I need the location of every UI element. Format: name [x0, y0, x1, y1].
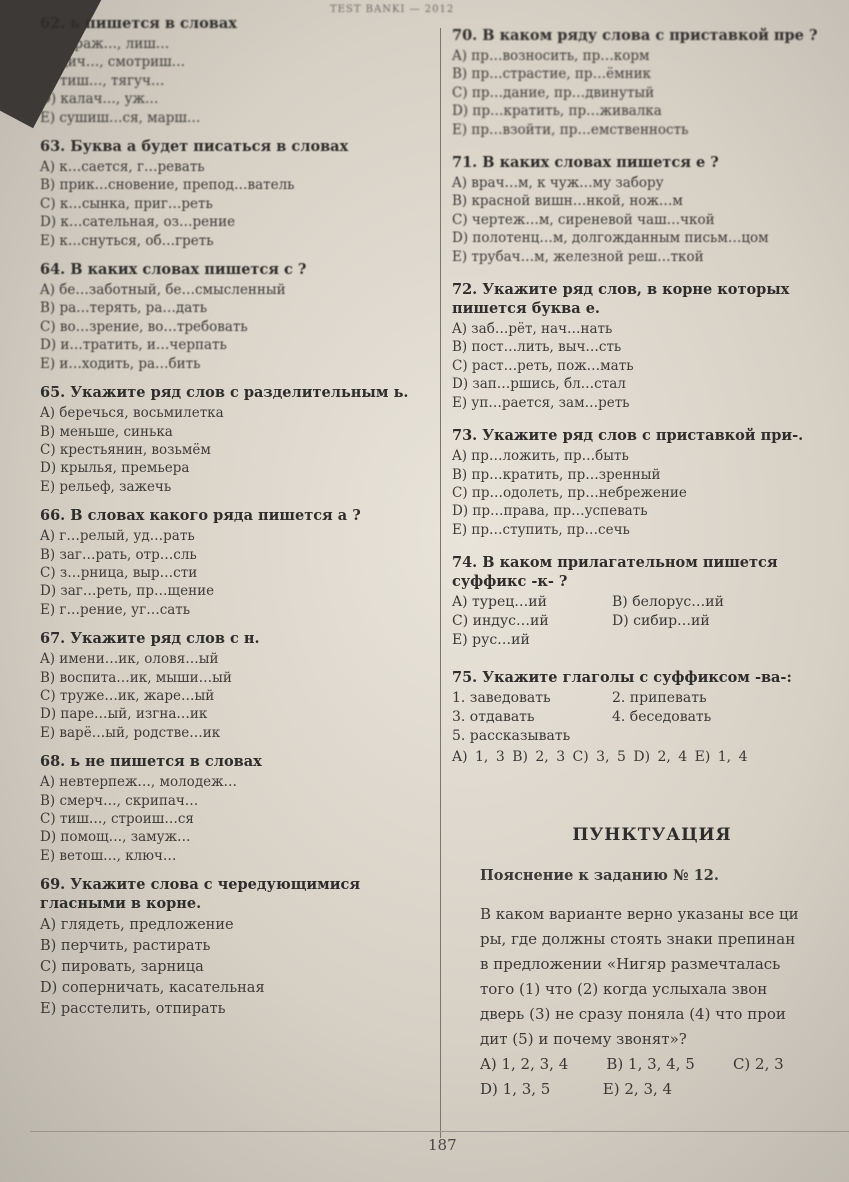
- items-grid: [452, 689, 849, 746]
- option-e: E) ветош…, ключ…: [40, 847, 177, 864]
- option-d: D) калач…, уж…: [40, 91, 159, 108]
- passage-line-1: В каком варианте верно указаны все ци: [480, 905, 799, 924]
- page-number: 187: [428, 1136, 457, 1154]
- option-d: D) сибир…ий: [612, 613, 710, 630]
- option-e: E) трубач…м, железной реш…ткой: [452, 248, 704, 265]
- task-title: 70. В каком ряду слова с приставкой пре ?: [452, 27, 818, 44]
- option-d: D) зап…ршись, бл…стал: [452, 376, 626, 393]
- task-70: [452, 26, 849, 139]
- option-c: C) индус…ий: [452, 613, 549, 630]
- task-title: 66. В словах какого ряда пишется а ?: [40, 507, 361, 525]
- passage-line-3: в предложении «Нигяр размечталась: [480, 955, 781, 974]
- option-b: B) перчить, растирать: [40, 938, 211, 955]
- option-c: C) тиш…, тягуч…: [40, 72, 165, 89]
- option-c: C) труже…ик, жаре…ый: [40, 687, 215, 704]
- option-b: B) красной вишн…нкой, нож…м: [452, 193, 683, 210]
- option-a: A) пр…возносить, пр…корм: [452, 48, 650, 64]
- option-c: C) к…сынка, приг…реть: [40, 195, 213, 212]
- option-e: E) сушиш…ся, марш…: [40, 109, 201, 126]
- option-c: C) раст…реть, пож…мать: [452, 357, 634, 374]
- option-a: A) глядеть, предложение: [40, 917, 234, 934]
- option-c: C) тиш…, строиш…ся: [40, 811, 194, 827]
- left-column: [40, 14, 435, 1030]
- option-d: D) помощ…, замуж…: [40, 829, 191, 846]
- option-d: D) полотенц…м, долгожданным письм…цом: [452, 230, 769, 247]
- option-c: C) пр…одолеть, пр…небрежение: [452, 484, 687, 501]
- option-b: B) смерч…, скрипач…: [40, 792, 199, 809]
- passage-line-5: дверь (3) не сразу поняла (4) что прои: [480, 1005, 786, 1024]
- item-2: 2. припевать: [612, 690, 707, 707]
- option-c: C) во…зрение, во…требовать: [40, 318, 248, 335]
- task-title: 63. Буква а будет писаться в словах: [40, 138, 349, 156]
- passage-answers-1: A) 1, 2, 3, 4 B) 1, 3, 4, 5 C) 2, 3: [480, 1055, 784, 1074]
- option-b: B) прик…сновение, препод…ватель: [40, 177, 295, 194]
- task-73: [452, 426, 849, 539]
- option-d: D) и…тратить, и…черпать: [40, 337, 227, 354]
- task-title: 64. В каких словах пишется с ?: [40, 261, 307, 279]
- task-75: [452, 668, 849, 767]
- option-e: E) г…рение, уг…сать: [40, 601, 191, 618]
- option-a: A) врач…м, к чуж…му забору: [452, 175, 664, 192]
- option-c: C) з…рница, выр…сти: [40, 564, 198, 581]
- option-b: B) воспита…ик, мыши…ый: [40, 669, 232, 686]
- task-68: [40, 752, 435, 865]
- option-e: E) рельеф, зажечь: [40, 478, 172, 495]
- option-d: D) к…сательная, оз…рение: [40, 214, 236, 231]
- option-a: A) гараж…, лиш…: [40, 36, 170, 52]
- option-a: A) имени…ик, оловя…ый: [40, 651, 219, 668]
- option-d: D) паре…ый, изгна…ик: [40, 706, 208, 723]
- passage-line-4: того (1) что (2) когда услыхала звон: [480, 980, 768, 999]
- option-d: D) пр…права, пр…успевать: [452, 503, 648, 520]
- option-e: E) к…снуться, об…греть: [40, 232, 214, 249]
- task-title: 73. Укажите ряд слов с приставкой при-.: [452, 427, 804, 445]
- task-title: 69. Укажите слова с чередующимися гласными в корне.: [40, 876, 361, 913]
- option-d: D) пр…кратить, пр…живалка: [452, 103, 662, 120]
- task-67: [40, 629, 435, 742]
- option-e: E) уп…рается, зам…реть: [452, 394, 630, 411]
- task-title: 72. Укажите ряд слов, в корне которых пишется буква е.: [452, 281, 790, 318]
- option-a: A) турец…ий: [452, 594, 547, 611]
- task-63: [40, 137, 435, 250]
- option-b: B) пост…лить, выч…сть: [452, 339, 622, 356]
- option-a: A) г…релый, уд…рать: [40, 528, 195, 545]
- passage-line-6: дит (5) и почему звонят»?: [480, 1030, 687, 1049]
- option-c: C) пировать, зарница: [40, 959, 204, 976]
- option-e: E) пр…взойти, пр…емственность: [452, 121, 689, 138]
- task-title: 62. ь пишется в словах: [40, 15, 237, 32]
- option-a: A) беречься, восьмилетка: [40, 405, 224, 422]
- task-69: [40, 875, 435, 1020]
- footer-rule: [30, 1131, 849, 1132]
- explanation-title: Пояснение к заданию № 12.: [480, 867, 719, 885]
- item-3: 3. отдавать: [452, 709, 535, 726]
- task-title: 75. Укажите глаголы с суффиксом -ва-:: [452, 669, 792, 687]
- option-b: B) дич…, смотриш…: [40, 54, 186, 71]
- option-b: B) заг…рать, отр…сль: [40, 546, 197, 563]
- option-b: B) пр…кратить, пр…зренный: [452, 466, 661, 483]
- item-4: 4. беседовать: [612, 709, 712, 726]
- option-d: D) крылья, премьера: [40, 460, 190, 477]
- option-a: A) невтерпеж…, молодеж…: [40, 774, 238, 791]
- task-72: [452, 280, 849, 412]
- item-5: 5. рассказывать: [452, 728, 571, 745]
- running-title: TEST BANKI — 2012: [330, 4, 455, 15]
- option-b: B) белорус…ий: [612, 594, 724, 611]
- options-grid: [452, 593, 849, 650]
- task-title: 74. В каком прилагательном пишется суффикс -к- ?: [452, 554, 778, 591]
- task-64: [40, 260, 435, 373]
- option-e: E) пр…ступить, пр…сечь: [452, 521, 630, 538]
- option-e: E) и…ходить, ра…бить: [40, 355, 201, 372]
- right-column: [452, 26, 849, 1104]
- option-d: D) соперничать, касательная: [40, 980, 265, 997]
- option-a: A) к…сается, г…ревать: [40, 159, 205, 176]
- task-71: [452, 153, 849, 266]
- option-a: A) заб…рёт, нач…нать: [452, 321, 613, 338]
- option-a: A) бе…заботный, бе…смысленный: [40, 282, 286, 299]
- option-e: E) варё…ый, родстве…ик: [40, 724, 221, 741]
- option-d: D) заг…реть, пр…щение: [40, 583, 215, 600]
- column-divider: [440, 28, 441, 1138]
- item-1: 1. заведовать: [452, 690, 551, 707]
- option-c: C) чертеж…м, сиреневой чаш…чкой: [452, 211, 715, 228]
- task-62: [40, 14, 435, 127]
- option-c: C) пр…дание, пр…двинутый: [452, 84, 655, 101]
- passage-answers-2: D) 1, 3, 5 E) 2, 3, 4: [480, 1080, 673, 1099]
- task-65: [40, 383, 435, 496]
- task-74: [452, 553, 849, 650]
- option-e: E) расстелить, отпирать: [40, 1001, 226, 1018]
- task-title: 65. Укажите ряд слов с разделительным ь.: [40, 384, 409, 402]
- task-title: 67. Укажите ряд слов с н.: [40, 630, 260, 648]
- option-e: E) рус…ий: [452, 632, 530, 649]
- option-b: B) пр…страстие, пр…ёмник: [452, 66, 651, 83]
- option-c: C) крестьянин, возьмём: [40, 441, 211, 458]
- option-b: B) меньше, синька: [40, 423, 173, 440]
- task-66: [40, 506, 435, 619]
- option-a: A) пр…ложить, пр…быть: [452, 448, 629, 465]
- section-title: ПУНКТУАЦИЯ: [572, 825, 732, 846]
- task-title: 68. ь не пишется в словах: [40, 753, 262, 771]
- answer-options: A) 1, 3 B) 2, 3 C) 3, 5 D) 2, 4 E) 1, 4: [452, 749, 748, 766]
- option-b: B) ра…терять, ра…дать: [40, 300, 208, 317]
- passage-line-2: ры, где должны стоять знаки препинан: [480, 930, 796, 949]
- task-title: 71. В каких словах пишется е ?: [452, 154, 719, 172]
